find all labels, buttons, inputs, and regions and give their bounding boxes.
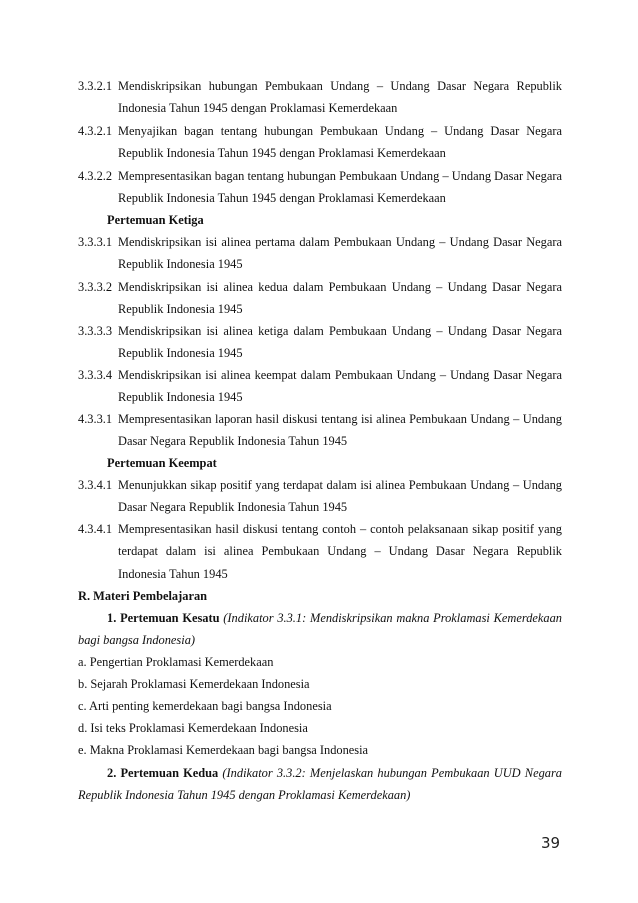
indicator-text: Mendiskripsikan isi alinea pertama dalam Pembukaan Undang – Undang Dasar Negara Republik Indonesia 1945 bbox=[118, 235, 562, 272]
indicator-item bbox=[78, 408, 562, 453]
indicator-number: 3.3.4.1 bbox=[78, 478, 113, 492]
indicator-text: Mendiskripsikan isi alinea ketiga dalam Pembukaan Undang – Undang Dasar Negara Republik Indonesia 1945 bbox=[118, 324, 562, 361]
list-item: e. Makna Proklamasi Kemerdekaan bagi bangsa Indonesia bbox=[78, 743, 369, 757]
indicator-text: Mendiskripsikan isi alinea kedua dalam Pembukaan Undang – Undang Dasar Negara Republik Indonesia 1945 bbox=[118, 280, 562, 317]
meeting-heading-fourth: Pertemuan Keempat bbox=[107, 456, 217, 470]
indicator-text: Mempresentasikan bagan tentang hubungan Pembukaan Undang – Undang Dasar Negara Republik Indonesia Tahun 1945 dengan Proklamasi Kemerdekaan bbox=[118, 169, 562, 206]
meeting-two-note: (Indikator 3.3.2: Menjelaskan hubungan Pembukaan UUD Negara Republik Indonesia Tahun 1945 dengan Proklamasi Kemerdekaan) bbox=[78, 766, 562, 803]
page-number: 39 bbox=[541, 834, 561, 852]
list-item: d. Isi teks Proklamasi Kemerdekaan Indonesia bbox=[78, 721, 308, 735]
indicator-number: 4.3.2.2 bbox=[78, 169, 113, 183]
indicator-item bbox=[78, 518, 562, 585]
indicator-text: Mendiskripsikan hubungan Pembukaan Undang – Undang Dasar Negara Republik Indonesia Tahun 1945 dengan Proklamasi Kemerdekaan bbox=[118, 79, 562, 116]
indicator-item bbox=[78, 320, 562, 365]
indicator-text: Mempresentasikan laporan hasil diskusi tentang isi alinea Pembukaan Undang – Undang Dasar Negara Republik Indonesia Tahun 1945 bbox=[118, 412, 562, 449]
indicator-number: 4.3.4.1 bbox=[78, 522, 113, 536]
indicator-item bbox=[78, 165, 562, 210]
indicator-item bbox=[78, 364, 562, 409]
indicator-number: 3.3.2.1 bbox=[78, 79, 113, 93]
section-heading: R. Materi Pembelajaran bbox=[78, 589, 208, 603]
indicator-item bbox=[78, 474, 562, 519]
indicator-item bbox=[78, 276, 562, 321]
meeting-one-label: 1. Pertemuan Kesatu bbox=[107, 611, 220, 625]
meeting-heading-third: Pertemuan Ketiga bbox=[107, 213, 204, 227]
indicator-text: Menyajikan bagan tentang hubungan Pembukaan Undang – Undang Dasar Negara Republik Indonesia Tahun 1945 dengan Proklamasi Kemerdekaan bbox=[118, 124, 562, 161]
indicator-number: 3.3.3.3 bbox=[78, 324, 113, 338]
meeting-two-label: 2. Pertemuan Kedua bbox=[107, 766, 219, 780]
list-item: c. Arti penting kemerdekaan bagi bangsa Indonesia bbox=[78, 699, 332, 713]
indicator-number: 3.3.3.2 bbox=[78, 280, 113, 294]
list-item: a. Pengertian Proklamasi Kemerdekaan bbox=[78, 655, 274, 669]
meeting-one-note: (Indikator 3.3.1: Mendiskripsikan makna Proklamasi Kemerdekaan bagi bangsa Indonesia) bbox=[78, 611, 562, 648]
meeting-one-paragraph bbox=[78, 607, 562, 652]
indicator-text: Mempresentasikan hasil diskusi tentang contoh – contoh pelaksanaan sikap positif yang terdapat dalam isi alinea Pembukaan Undang – Undang Dasar Negara Republik Indonesia Tahun 1945 bbox=[118, 522, 562, 581]
indicator-number: 3.3.3.1 bbox=[78, 235, 113, 249]
indicator-item bbox=[78, 231, 562, 276]
meeting-two-paragraph bbox=[78, 762, 562, 807]
indicator-number: 4.3.3.1 bbox=[78, 412, 113, 426]
indicator-text: Mendiskripsikan isi alinea keempat dalam Pembukaan Undang – Undang Dasar Negara Republik Indonesia 1945 bbox=[118, 368, 562, 405]
indicator-number: 3.3.3.4 bbox=[78, 368, 113, 382]
indicator-text: Menunjukkan sikap positif yang terdapat dalam isi alinea Pembukaan Undang – Undang Dasar Negara Republik Indonesia Tahun 1945 bbox=[118, 478, 562, 515]
list-item: b. Sejarah Proklamasi Kemerdekaan Indonesia bbox=[78, 677, 310, 691]
indicator-item bbox=[78, 120, 562, 165]
indicator-item bbox=[78, 75, 562, 120]
indicator-number: 4.3.2.1 bbox=[78, 124, 113, 138]
